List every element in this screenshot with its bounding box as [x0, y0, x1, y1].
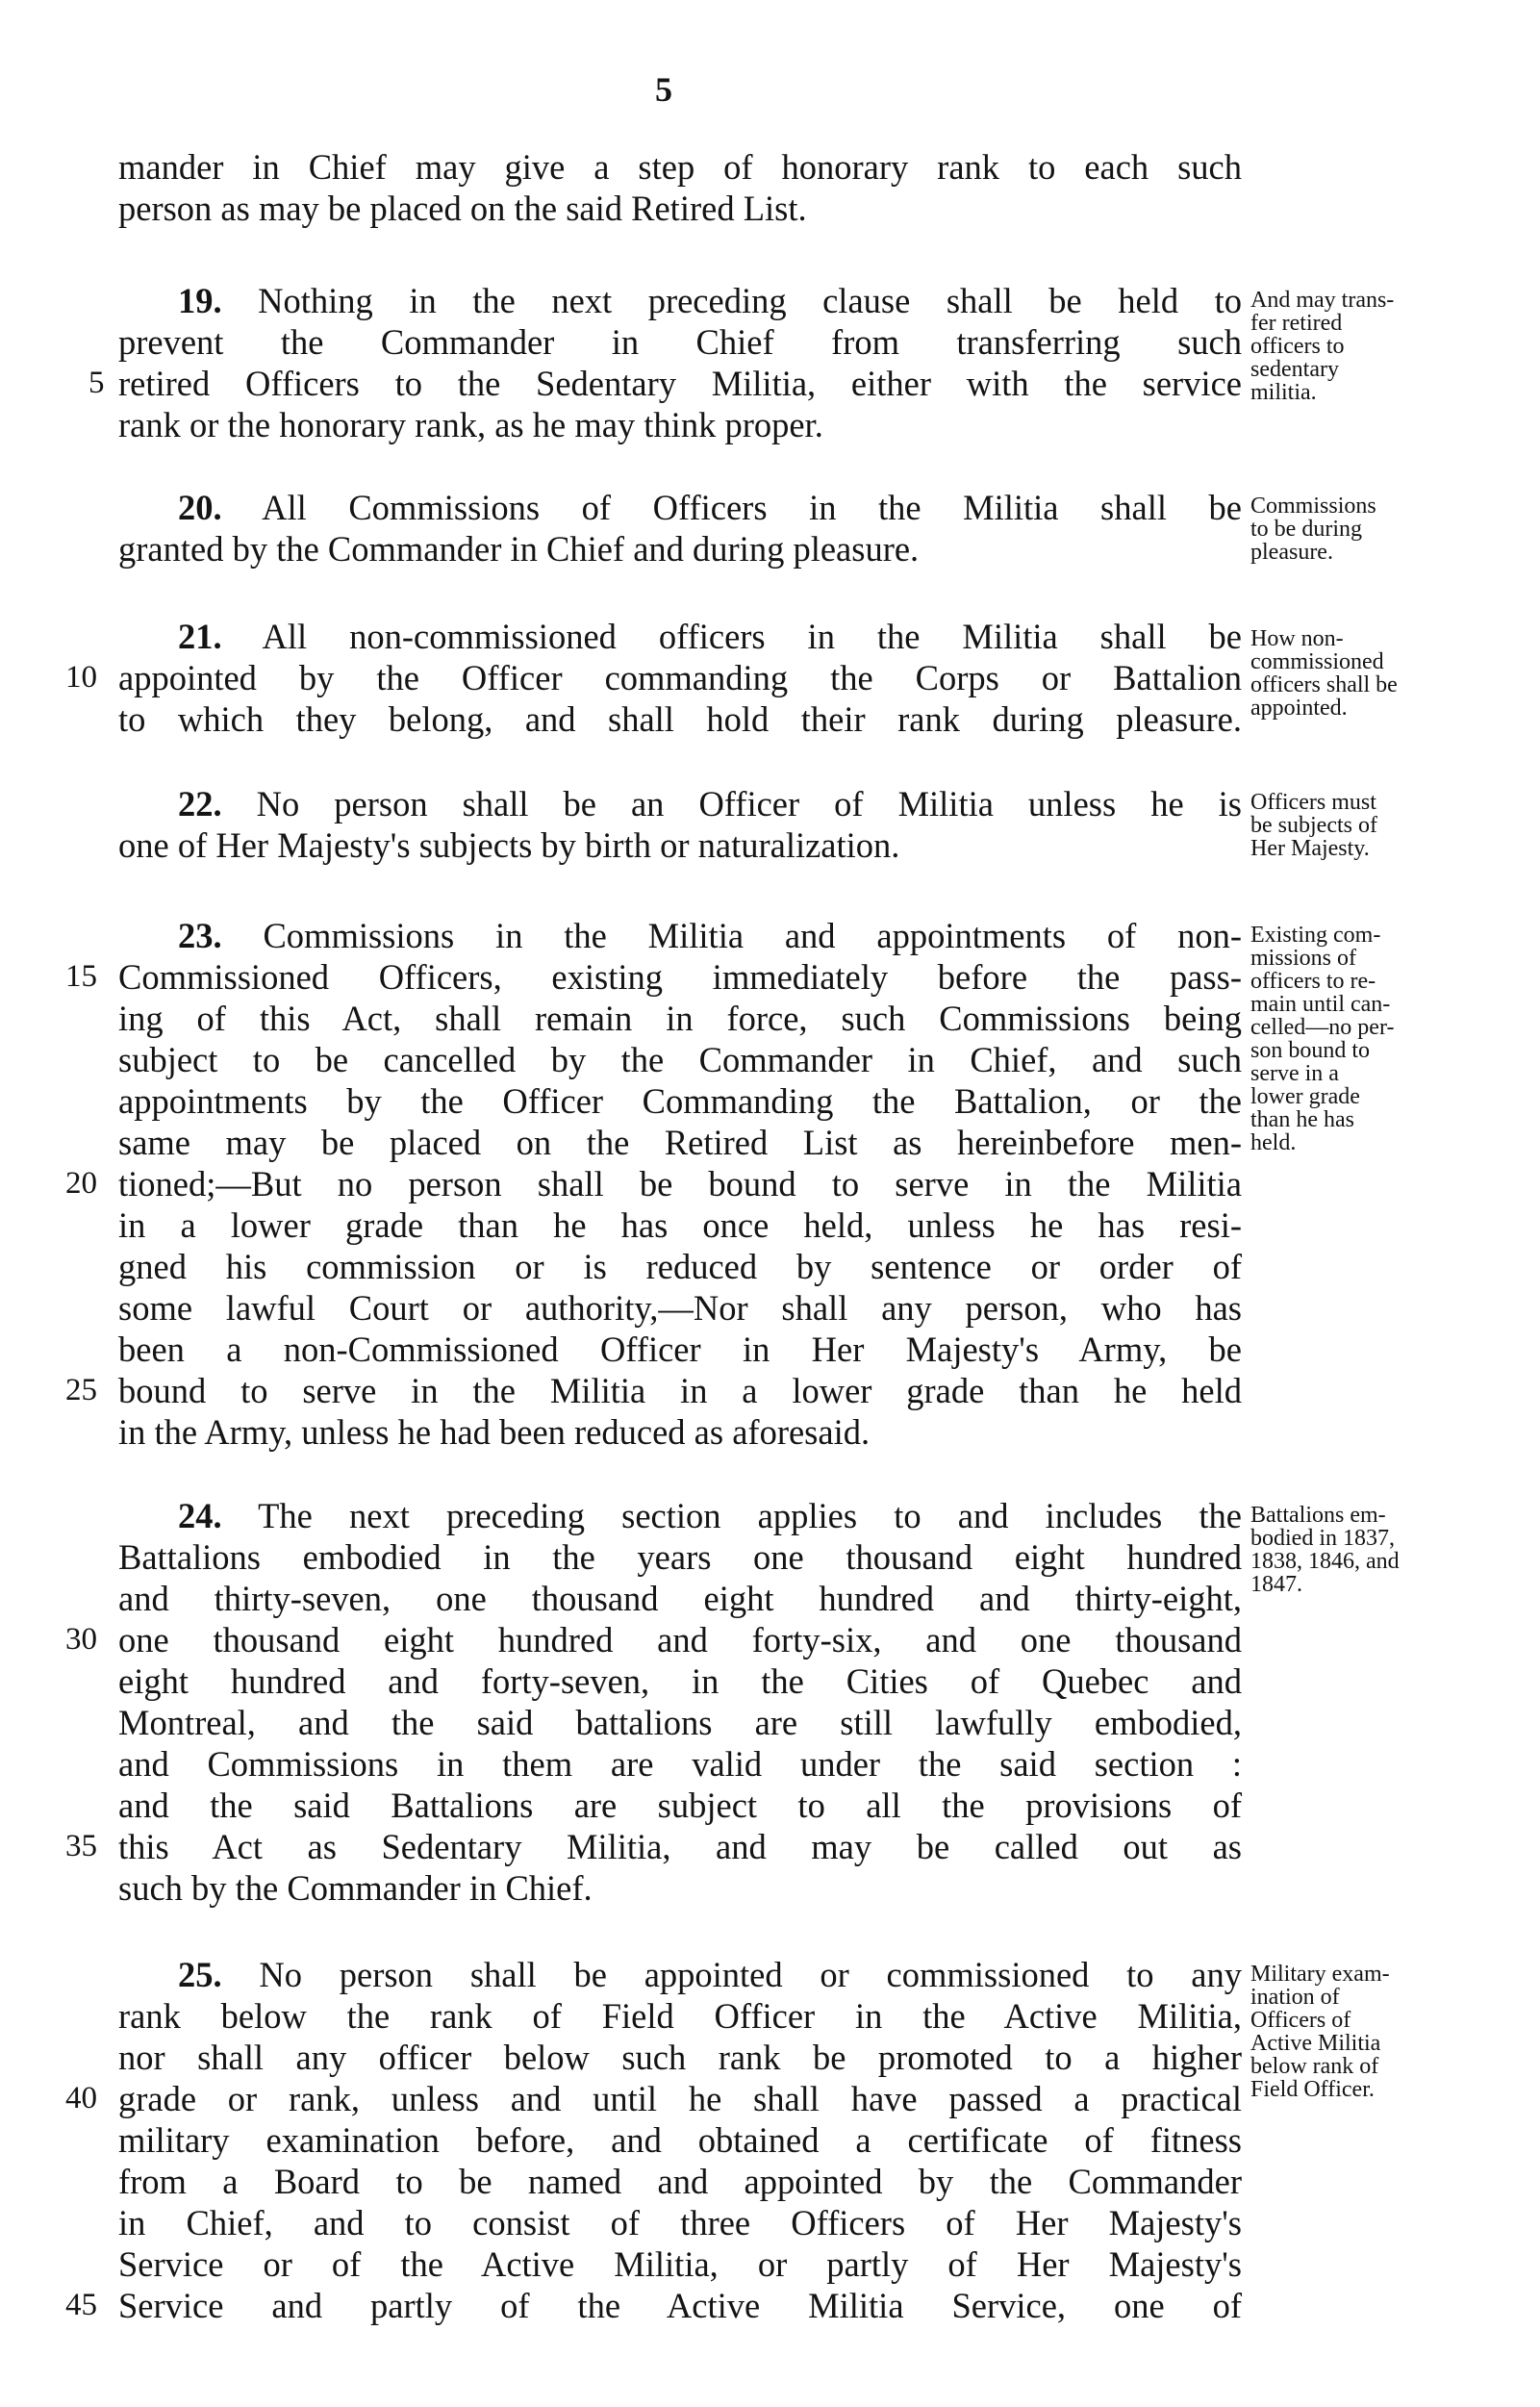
section-number: 19. — [178, 281, 222, 320]
text-line-content: Nothing in the next preceding clause shall be held to — [258, 281, 1243, 320]
text-line: subject to be cancelled by the Commander in Chief, and such — [118, 1040, 1242, 1079]
margin-note-line: officers shall be — [1250, 672, 1398, 697]
text-line: gned his commission or is reduced by sentence or order of — [118, 1247, 1242, 1286]
line-number: 5 — [88, 366, 105, 400]
text-line: Battalions embodied in the years one thousand eight hundred — [118, 1537, 1242, 1577]
section-number: 21. — [178, 617, 222, 656]
margin-note-line: 1847. — [1250, 1572, 1302, 1597]
margin-note-line: sedentary — [1250, 357, 1339, 382]
margin-note-line: Battalions em- — [1250, 1503, 1386, 1528]
margin-note-line: to be during — [1250, 517, 1362, 542]
text-line: retired Officers to the Sedentary Militia, either with the service — [118, 364, 1242, 403]
margin-note-line: be subjects of — [1250, 813, 1377, 838]
margin-note-line: Her Majesty. — [1250, 836, 1370, 861]
line-number: 40 — [65, 2081, 97, 2116]
section-21 — [118, 616, 1242, 740]
margin-note-line: 1838, 1846, and — [1250, 1549, 1400, 1574]
margin-note-line: son bound to — [1250, 1038, 1371, 1063]
margin-note-line: officers to — [1250, 334, 1345, 359]
margin-note-line: officers to re- — [1250, 969, 1376, 994]
text-line: bound to serve in the Militia in a lower grade than he held — [118, 1371, 1242, 1410]
text-line: Montreal, and the said battalions are still lawfully embodied, — [118, 1703, 1242, 1742]
text-line: person as may be placed on the said Retired List. — [118, 189, 807, 228]
section-number: 22. — [178, 784, 222, 823]
text-line: appointments by the Officer Commanding the Battalion, or the — [118, 1081, 1242, 1121]
line-number: 10 — [65, 660, 97, 695]
margin-note-line: Existing com- — [1250, 923, 1381, 948]
margin-note-line: Officers must — [1250, 790, 1376, 815]
text-line: same may be placed on the Retired List as hereinbefore men- — [118, 1123, 1242, 1162]
margin-note-line: held. — [1250, 1130, 1297, 1155]
section-number: 25. — [178, 1955, 222, 1994]
text-line-content: No person shall be appointed or commissioned to any — [259, 1955, 1243, 1994]
text-line — [118, 280, 1242, 321]
margin-note-line: And may trans- — [1250, 288, 1395, 313]
margin-note-line: pleasure. — [1250, 540, 1333, 565]
text-line: and thirty-seven, one thousand eight hundred and thirty-eight, — [118, 1579, 1242, 1618]
text-line — [118, 783, 1242, 824]
line-number: 30 — [65, 1622, 97, 1657]
section-20 — [118, 487, 1242, 570]
margin-note-line: appointed. — [1250, 696, 1348, 721]
text-line: eight hundred and forty-seven, in the Cities of Quebec and — [118, 1661, 1242, 1701]
text-line: and the said Battalions are subject to all the provisions of — [118, 1786, 1242, 1825]
section-22 — [118, 783, 1242, 866]
section-23 — [118, 915, 1242, 1453]
margin-note-line: Commissions — [1250, 494, 1376, 519]
text-line: some lawful Court or authority,—Nor shall any person, who has — [118, 1288, 1242, 1328]
section-25 — [118, 1954, 1242, 2326]
text-line: Service or of the Active Militia, or partly of Her Majesty's — [118, 2244, 1242, 2284]
text-line — [118, 487, 1242, 528]
line-number: 45 — [65, 2288, 97, 2322]
text-line: appointed by the Officer commanding the Corps or Battalion — [118, 658, 1242, 697]
margin-note-line: ination of — [1250, 1985, 1340, 2010]
text-line: rank or the honorary rank, as he may think proper. — [118, 405, 823, 444]
text-line: tioned;—But no person shall be bound to serve in the Militia — [118, 1164, 1242, 1204]
margin-note — [1250, 1504, 1462, 1596]
margin-note-line: main until can- — [1250, 992, 1391, 1017]
text-line — [118, 616, 1242, 657]
margin-note-line: below rank of — [1250, 2054, 1379, 2079]
margin-note-line: Field Officer. — [1250, 2077, 1375, 2102]
margin-note-line: fer retired — [1250, 311, 1343, 336]
page-number: 5 — [655, 70, 672, 109]
margin-note-line: How non- — [1250, 626, 1344, 651]
text-line: rank below the rank of Field Officer in the Active Militia, — [118, 1996, 1242, 2036]
text-line — [118, 915, 1242, 956]
margin-note-line: bodied in 1837, — [1250, 1526, 1395, 1551]
section-number: 24. — [178, 1496, 222, 1535]
line-number: 35 — [65, 1829, 97, 1863]
text-line: from a Board to be named and appointed by the Commander — [118, 2162, 1242, 2201]
section-24 — [118, 1495, 1242, 1909]
section-number: 23. — [178, 916, 222, 955]
text-line: in a lower grade than he has once held, unless he has resi- — [118, 1205, 1242, 1245]
text-line: grade or rank, unless and until he shall have passed a practical — [118, 2079, 1242, 2118]
text-line-content: The next preceding section applies to and includes the — [258, 1496, 1243, 1535]
section-19 — [118, 280, 1242, 445]
text-line-content: Commissions in the Militia and appointments of non- — [263, 916, 1243, 955]
line-number: 20 — [65, 1166, 97, 1201]
margin-note — [1250, 494, 1462, 564]
text-line — [118, 1495, 1242, 1536]
margin-note — [1250, 627, 1462, 720]
text-line: and Commissions in them are valid under the said section : — [118, 1744, 1242, 1784]
text-line: nor shall any officer below such rank be promoted to a higher — [118, 2038, 1242, 2077]
text-line: this Act as Sedentary Militia, and may be called out as — [118, 1827, 1242, 1866]
text-line-content: All non-commissioned officers in the Militia shall be — [262, 617, 1242, 656]
paragraph-continuation — [118, 146, 1242, 229]
text-line: military examination before, and obtained a certificate of fitness — [118, 2120, 1242, 2160]
margin-note-line: serve in a — [1250, 1061, 1339, 1086]
margin-note-line: lower grade — [1250, 1084, 1360, 1109]
margin-note-line: commissioned — [1250, 649, 1384, 674]
text-line: in Chief, and to consist of three Officers of Her Majesty's — [118, 2203, 1242, 2242]
margin-note — [1250, 1963, 1462, 2101]
text-line: one thousand eight hundred and forty-six, and one thousand — [118, 1620, 1242, 1660]
margin-note-line: Officers of — [1250, 2008, 1351, 2033]
line-number: 15 — [65, 959, 97, 994]
text-line: been a non-Commissioned Officer in Her Majesty's Army, be — [118, 1330, 1242, 1369]
line-number: 25 — [65, 1373, 97, 1407]
margin-note — [1250, 791, 1462, 860]
text-line: such by the Commander in Chief. — [118, 1868, 593, 1908]
margin-note-line: militia. — [1250, 380, 1317, 405]
margin-note-line: than he has — [1250, 1107, 1354, 1132]
text-line: one of Her Majesty's subjects by birth or naturalization. — [118, 825, 900, 865]
margin-note — [1250, 289, 1462, 404]
text-line: mander in Chief may give a step of honorary rank to each such — [118, 147, 1242, 187]
text-line-content: No person shall be an Officer of Militia unless he is — [256, 784, 1242, 823]
margin-note — [1250, 924, 1462, 1154]
text-line: Service and partly of the Active Militia Service, one of — [118, 2286, 1242, 2325]
text-line: Commissioned Officers, existing immediately before the pass- — [118, 957, 1242, 997]
margin-note-line: celled—no per- — [1250, 1015, 1395, 1040]
text-line: to which they belong, and shall hold their rank during pleasure. — [118, 699, 1242, 739]
text-line — [118, 1954, 1242, 1995]
margin-note-line: Active Militia — [1250, 2031, 1381, 2056]
margin-note-line: missions of — [1250, 946, 1357, 971]
text-line: prevent the Commander in Chief from transferring such — [118, 322, 1242, 362]
section-number: 20. — [178, 488, 222, 527]
text-line: in the Army, unless he had been reduced as aforesaid. — [118, 1412, 871, 1452]
text-line-content: All Commissions of Officers in the Militia shall be — [262, 488, 1242, 527]
margin-note-line: Military exam- — [1250, 1962, 1390, 1987]
text-line: ing of this Act, shall remain in force, such Commissions being — [118, 999, 1242, 1038]
text-line: granted by the Commander in Chief and during pleasure. — [118, 529, 920, 569]
